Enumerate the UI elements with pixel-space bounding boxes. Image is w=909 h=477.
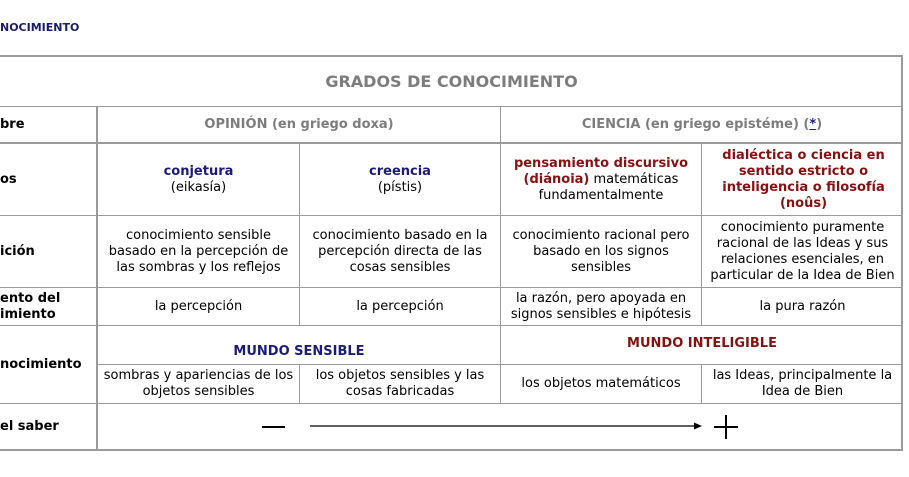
degree-creencia xyxy=(300,144,500,215)
row-header-instrument xyxy=(0,288,96,325)
degree-dianoia: (diánoia) xyxy=(523,171,590,187)
degree-creencia-greek: (pístis) xyxy=(377,179,423,195)
instrument-c3: la razón, pero apoyada en signos sensibles e hipótesis xyxy=(510,290,692,322)
row-header-object: nocimiento xyxy=(0,356,82,372)
definition-c4: conocimiento puramente racional de las Ideas y sus relaciones esenciales, en particular de la Idea de Bien xyxy=(710,219,895,283)
breadcrumb-link[interactable]: NOCIMIENTO xyxy=(0,21,80,34)
object-c2: los objetos sensibles y las cosas fabricadas xyxy=(315,368,485,399)
table-title: GRADOS DE CONOCIMIENTO xyxy=(325,71,578,91)
ciencia-header xyxy=(501,107,903,142)
degree-pensamiento xyxy=(503,144,699,215)
degree-pensamiento-rest: matemáticas fundamentalmente xyxy=(538,171,679,203)
ciencia-header-text: CIENCIA (en griego epistéme) ( xyxy=(581,116,810,132)
knowledge-scale xyxy=(98,404,903,450)
instrument-c2: la percepción xyxy=(356,298,444,314)
row-header-definition: ición xyxy=(0,243,35,259)
degree-creencia-name: creencia xyxy=(369,163,431,179)
row-header-name: bre xyxy=(0,116,25,132)
world-inteligible: MUNDO INTELIGIBLE xyxy=(627,336,777,351)
definition-c2: conocimiento basado en la percepción directa de las cosas sensibles xyxy=(312,227,488,275)
row-header-degrees: os xyxy=(0,171,17,187)
degree-conjetura-greek: (eikasía) xyxy=(170,179,227,195)
degree-pensamiento-name: pensamiento discursivo xyxy=(513,155,689,171)
object-c3: los objetos matemáticos xyxy=(521,376,681,391)
degree-dialectica: dialéctica o ciencia en sentido estricto o inteligencia o filosofía (noûs) xyxy=(722,147,885,211)
row-header-instrument-line1: ento del xyxy=(0,290,61,306)
row-divider xyxy=(0,325,903,326)
row-header-level: el saber xyxy=(0,419,59,434)
arrow-head-icon xyxy=(694,423,702,430)
ciencia-footnote-link[interactable]: * xyxy=(809,116,817,132)
world-sensible: MUNDO SENSIBLE xyxy=(233,344,365,359)
degree-conjetura xyxy=(98,144,299,215)
degree-pensamiento-text xyxy=(503,156,699,204)
ciencia-header-close: ) xyxy=(816,116,823,132)
opinion-header: OPINIÓN (en griego doxa) xyxy=(204,116,394,132)
degree-conjetura-name: conjetura xyxy=(163,163,234,179)
instrument-c4: la pura razón xyxy=(759,298,846,314)
instrument-c1: la percepción xyxy=(154,298,243,314)
row-header-instrument-line2: imiento xyxy=(0,306,56,322)
definition-c1: conocimiento sensible basado en la percepción de las sombras y los reflejos xyxy=(108,227,289,275)
definition-c3: conocimiento racional pero basado en los signos sensibles xyxy=(512,227,690,275)
plus-icon xyxy=(714,415,738,439)
object-c1: sombras y apariencias de los objetos sensibles xyxy=(103,368,294,399)
object-c4: las Ideas, principalmente la Idea de Bien xyxy=(712,368,893,399)
